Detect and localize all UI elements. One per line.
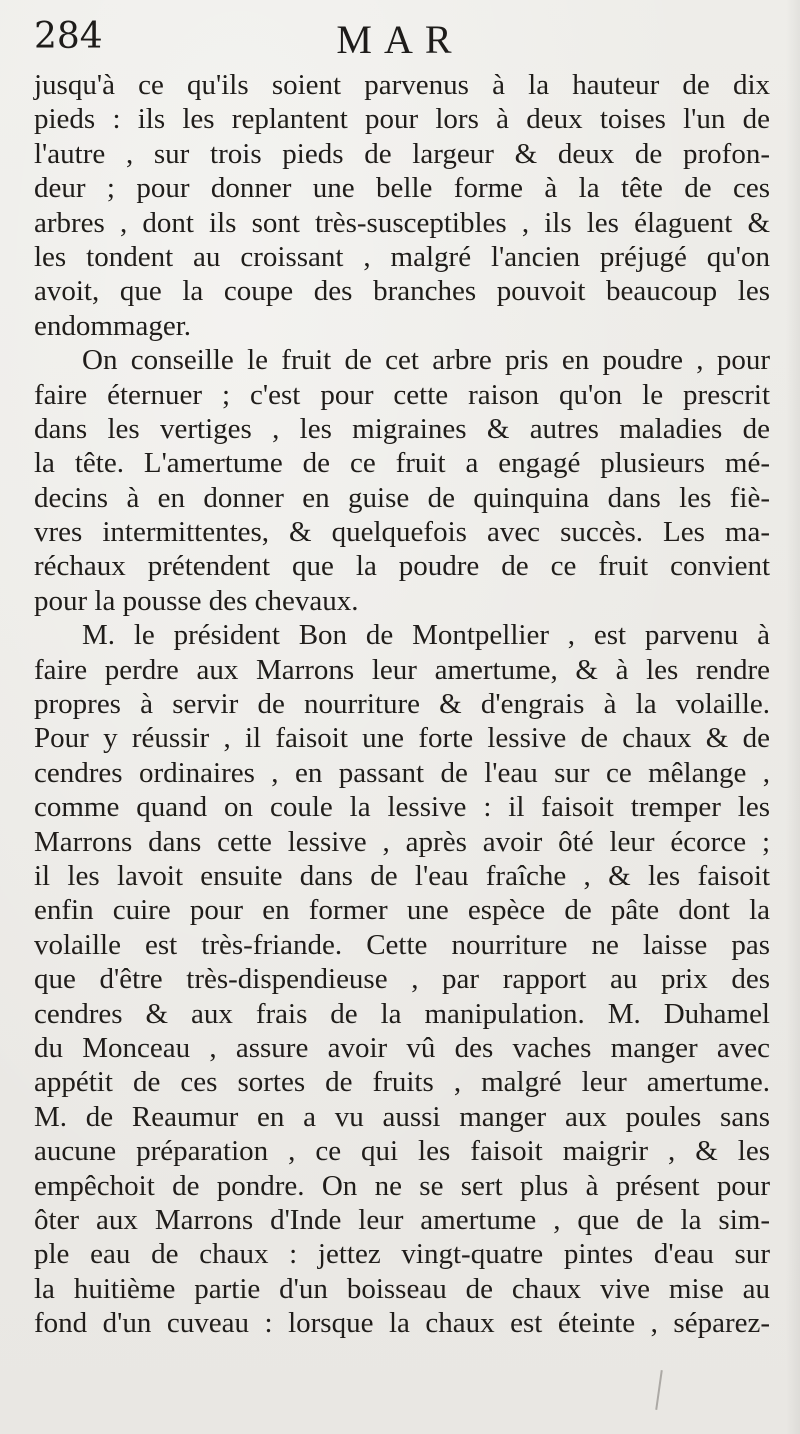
text-line: comme quand on coule la lessive : il faisoit tremper les (34, 791, 770, 824)
text-line: faire éternuer ; c'est pour cette raison qu'on le prescrit (34, 378, 770, 411)
text-line: réchaux prétendent que la poudre de ce fruit convient (34, 550, 770, 583)
page-number: 284 (34, 16, 103, 57)
text-line: que d'être très-dispendieuse , par rapport au prix des (34, 963, 770, 996)
text-line: M. le président Bon de Montpellier , est parvenu à (82, 619, 770, 652)
running-head: MAR (336, 17, 464, 62)
text-line: On conseille le fruit de cet arbre pris en poudre , pour (82, 344, 770, 377)
paragraph (34, 343, 770, 618)
text-line: endommager. (34, 309, 192, 342)
text-line: cendres ordinaires , en passant de l'eau sur ce mêlange , (34, 756, 770, 789)
body-text (34, 68, 770, 1340)
text-line: arbres , dont ils sont très-susceptibles , ils les élaguent & (34, 206, 770, 239)
text-line: volaille est très-friande. Cette nourriture ne laisse pas (34, 928, 770, 961)
text-line: Pour y réussir , il faisoit une forte lessive de chaux & de (34, 722, 770, 755)
text-line: pieds : ils les replantent pour lors à deux toises l'un de (34, 103, 770, 136)
paper-crease (655, 1370, 663, 1410)
text-line: ple eau de chaux : jettez vingt-quatre pintes d'eau sur (34, 1238, 770, 1271)
text-line: decins à en donner en guise de quinquina dans les fiè- (34, 481, 770, 514)
text-line: les tondent au croissant , malgré l'ancien préjugé qu'on (34, 240, 770, 273)
text-line: il les lavoit ensuite dans de l'eau fraîche , & les faisoit (34, 859, 770, 892)
text-line: du Monceau , assure avoir vû des vaches manger avec (34, 1031, 770, 1064)
paragraph (34, 68, 770, 343)
paragraph (34, 618, 770, 1340)
text-line: deur ; pour donner une belle forme à la tête de ces (34, 172, 770, 205)
text-line: appétit de ces sortes de fruits , malgré leur amertume. (34, 1066, 770, 1099)
text-line: cendres & aux frais de la manipulation. M. Duhamel (34, 997, 770, 1030)
text-line: faire perdre aux Marrons leur amertume, & à les rendre (34, 653, 770, 686)
text-line: enfin cuire pour en former une espèce de pâte dont la (34, 894, 770, 927)
text-line: propres à servir de nourriture & d'engrais à la volaille. (34, 688, 770, 721)
text-line: dans les vertiges , les migraines & autres maladies de (34, 412, 770, 445)
text-line: jusqu'à ce qu'ils soient parvenus à la hauteur de dix (34, 69, 770, 101)
text-line: fond d'un cuveau : lorsque la chaux est éteinte , séparez- (34, 1307, 770, 1340)
text-line: la tête. L'amertume de ce fruit a engagé plusieurs mé- (34, 447, 770, 480)
text-line: M. de Reaumur en a vu aussi manger aux poules sans (34, 1100, 770, 1133)
text-line: aucune préparation , ce qui les faisoit maigrir , & les (34, 1135, 770, 1168)
text-line: la huitième partie d'un boisseau de chaux vive mise au (34, 1272, 770, 1305)
text-line: avoit, que la coupe des branches pouvoit beaucoup les (34, 275, 770, 308)
text-line: Marrons dans cette lessive , après avoir ôté leur écorce ; (34, 825, 770, 858)
page-edge-shadow (786, 0, 800, 1434)
text-line: empêchoit de pondre. On ne se sert plus à présent pour (34, 1169, 770, 1202)
text-line: l'autre , sur trois pieds de largeur & deux de profon- (34, 137, 770, 170)
text-line: vres intermittentes, & quelquefois avec succès. Les ma- (34, 516, 770, 549)
text-line: pour la pousse des chevaux. (34, 584, 359, 617)
text-line: ôter aux Marrons d'Inde leur amertume , que de la sim- (34, 1203, 770, 1236)
